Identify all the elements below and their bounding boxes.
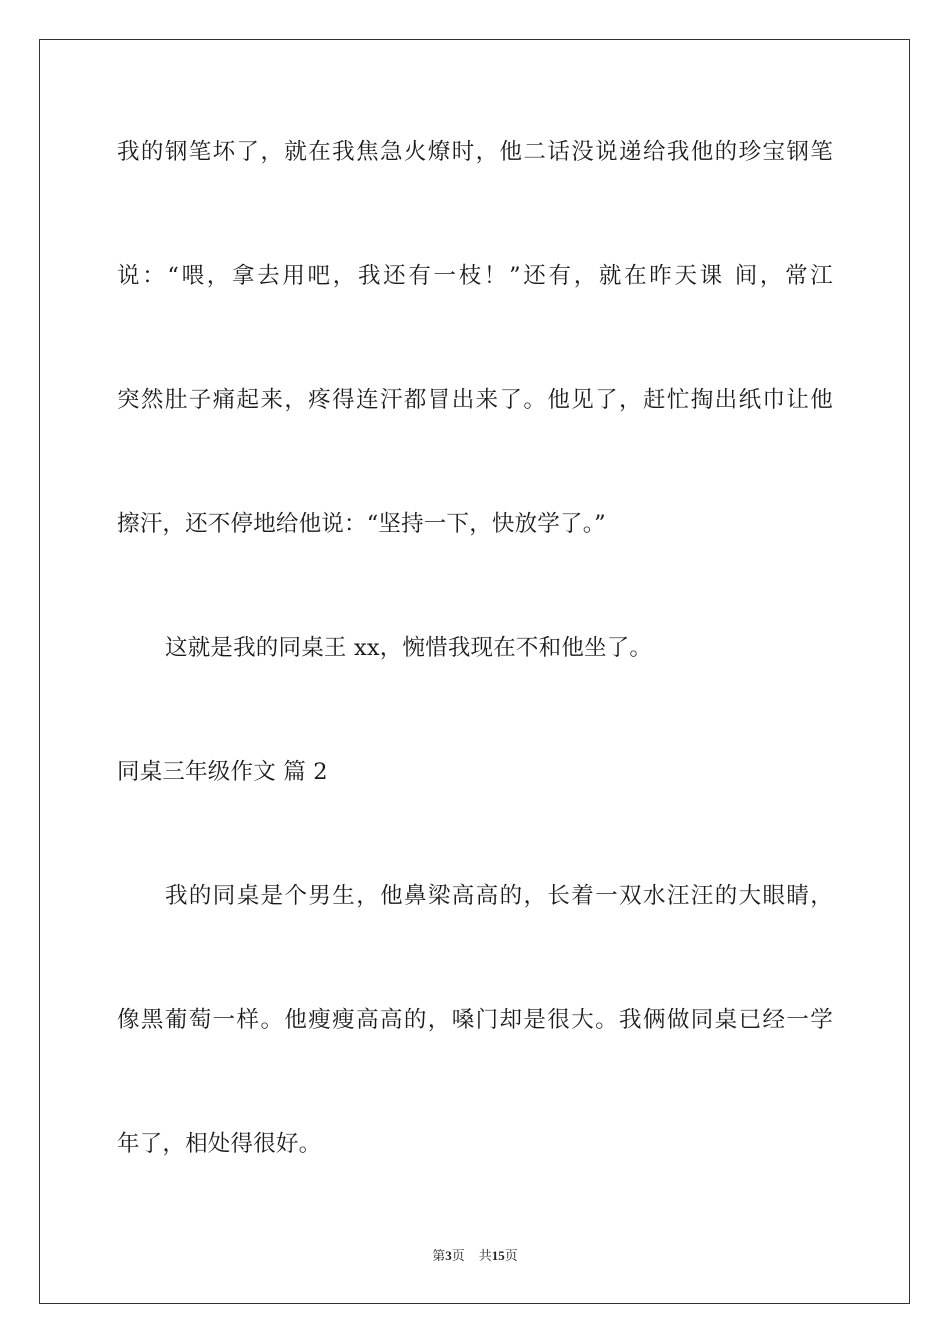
section-heading: 同桌三年级作文 篇 2 — [117, 759, 328, 785]
paragraph-first-line: 这就是我的同桌王 xx，惋惜我现在不和他坐了。 — [165, 635, 653, 661]
page-footer — [0, 1247, 950, 1266]
page-label-prefix: 第 — [432, 1249, 446, 1264]
paragraph-first-line: 我的同桌是个男生，他鼻梁高高的，长着一双水汪汪的大眼睛， — [165, 883, 833, 909]
page-border — [39, 39, 910, 1304]
body-text-line: 突然肚子痛起来，疼得连汗都冒出来了。他见了，赶忙掏出纸巾让他 — [117, 387, 833, 413]
body-text-line: 我的钢笔坏了，就在我焦急火燎时，他二话没说递给我他的珍宝钢笔 — [117, 139, 833, 165]
total-pages: 15 — [491, 1248, 505, 1263]
page-number: 3 — [445, 1248, 452, 1263]
body-text-line: 年了，相处得很好。 — [117, 1131, 322, 1157]
body-text-line: 像黑葡萄一样。他瘦瘦高高的，嗓门却是很大。我俩做同桌已经一学 — [117, 1007, 833, 1033]
body-text-line: 说：“喂，拿去用吧，我还有一枝！”还有，就在昨天课 间，常江 — [117, 263, 833, 289]
page-label-suffix: 页 — [451, 1249, 465, 1264]
body-text-line: 擦汗，还不停地给他说：“坚持一下，快放学了。” — [117, 511, 606, 537]
total-label-suffix: 页 — [504, 1249, 518, 1264]
total-label-prefix: 共 — [478, 1249, 492, 1264]
